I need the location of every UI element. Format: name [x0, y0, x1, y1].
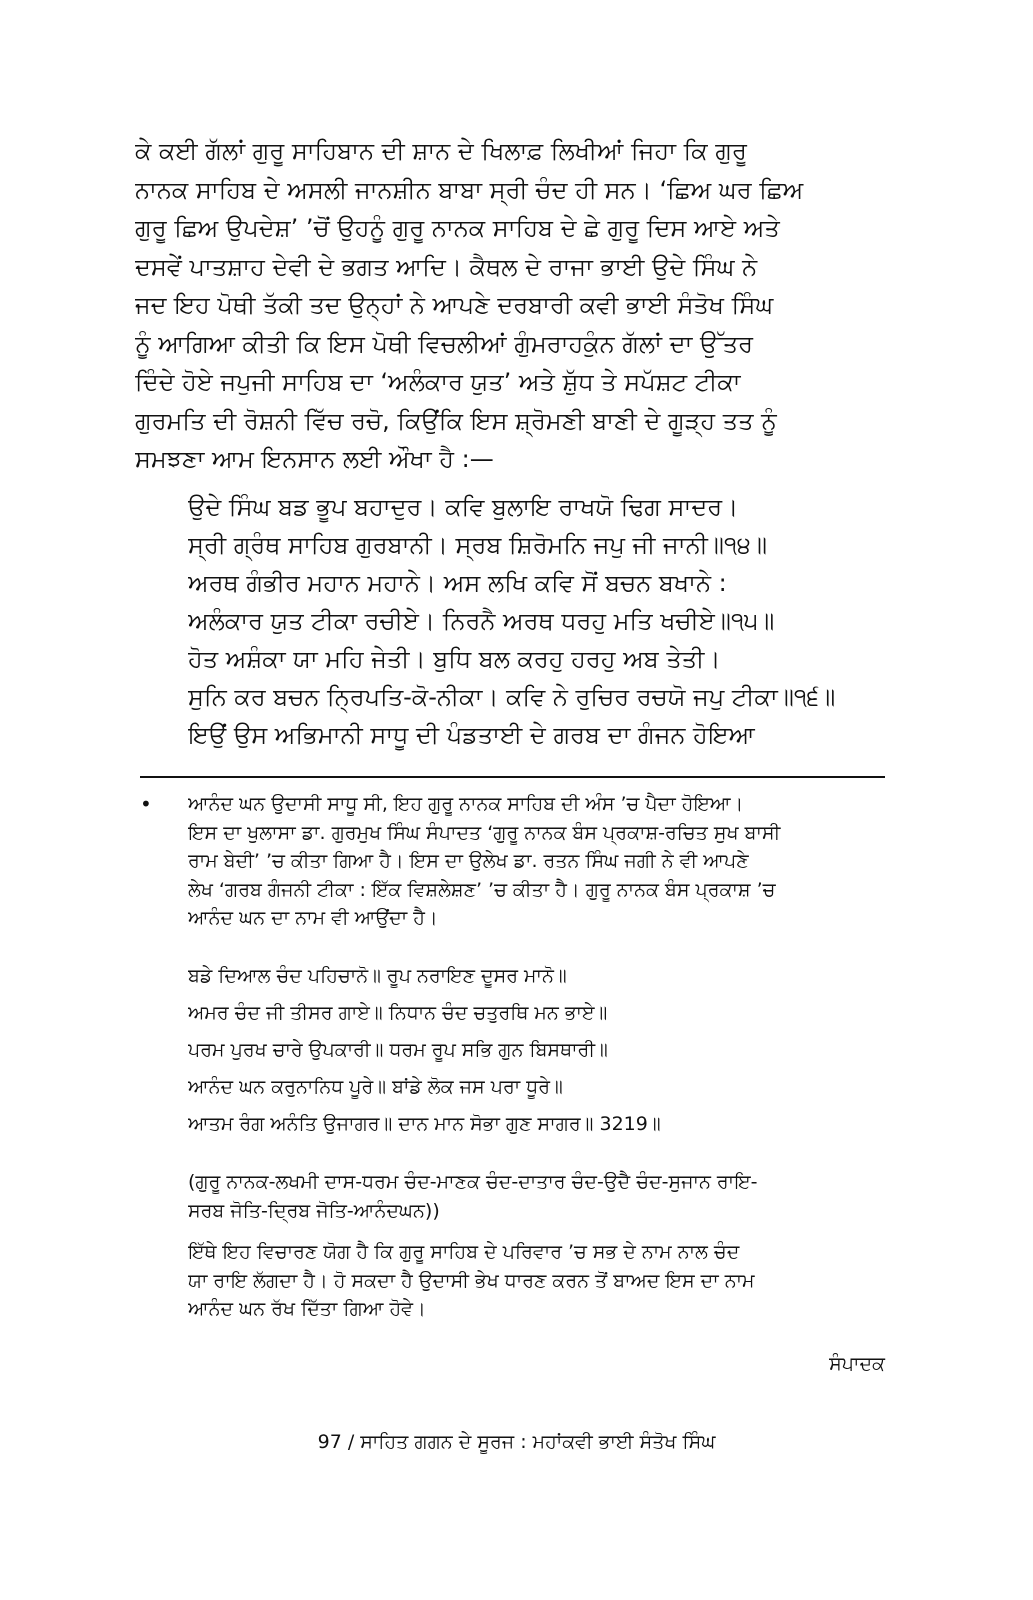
footnote-verse-line: ਅਮਰ ਚੰਦ ਜੀ ਤੀਸਰ ਗਾਏ॥ ਨਿਧਾਨ ਚੰਦ ਚਤੁਰਥਿ ਮਨ ਭਾਏ॥	[188, 1002, 608, 1024]
editor-signature: ਸੰਪਾਦਕ	[829, 1353, 885, 1375]
footnote-verse-line: ਆਨੰਦ ਘਨ ਕਰੁਨਾਨਿਧ ਪੂਰੇ॥ ਬਾਂਡੇ ਲੋਕ ਜਸ ਪਰਾ ਧੂਰੇ॥	[188, 1076, 563, 1098]
footnote-line: ਇਸ ਦਾ ਖੁਲਾਸਾ ਡਾ. ਗੁਰਮੁਖ ਸਿੰਘ ਸੰਪਾਦਤ ‘ਗੁਰੂ ਨਾਨਕ ਬੰਸ ਪ੍ਰਕਾਸ਼-ਰਚਿਤ ਸੁਖ ਬਾਸੀ	[188, 821, 781, 844]
verse-line: ਹੋਤ ਅਸ਼ੰਕਾ ਯਾ ਮਹਿ ਜੇਤੀ। ਬੁਧਿ ਬਲ ਕਰਹੁ ਹਰਹੁ ਅਬ ਤੇਤੀ।	[188, 645, 721, 673]
verse-line: ਅਰਥ ਗੰਭੀਰ ਮਹਾਨ ਮਹਾਨੇ। ਅਸ ਲਖਿ ਕਵਿ ਸੋਂ ਬਚਨ ਬਖਾਨੇ :	[188, 569, 727, 597]
verse-block	[188, 488, 888, 754]
footnote-line: ਸਰਬ ਜੋਤਿ-ਦ੍ਰਿਬ ਜੋਤਿ-ਆਨੰਦਘਨ))	[188, 1199, 440, 1222]
body-line: ਦਸਵੇਂ ਪਾਤਸ਼ਾਹ ਦੇਵੀ ਦੇ ਭਗਤ ਆਦਿ। ਕੈਥਲ ਦੇ ਰਾਜਾ ਭਾਈ ਉਦੇ ਸਿੰਘ ਨੇ	[135, 252, 758, 281]
body-line: ਗੁਰਮਤਿ ਦੀ ਰੋਸ਼ਨੀ ਵਿੱਚ ਰਚੋ, ਕਿਉਂਕਿ ਇਸ ਸ਼੍ਰੋਮਣੀ ਬਾਣੀ ਦੇ ਗੂੜ੍ਹ ਤਤ ਨੂੰ	[135, 406, 777, 435]
body-line: ਨੂੰ ਆਗਿਆ ਕੀਤੀ ਕਿ ਇਸ ਪੋਥੀ ਵਿਚਲੀਆਂ ਗੁੰਮਰਾਹਕੁੰਨ ਗੱਲਾਂ ਦਾ ਉੱਤਰ	[135, 329, 753, 358]
footnote-lineage	[188, 1168, 888, 1225]
verse-line: ਇਉਂ ਉਸ ਅਭਿਮਾਨੀ ਸਾਧੂ ਦੀ ਪੰਡਤਾਈ ਦੇ ਗਰਬ ਦਾ ਗੰਜਨ ਹੋਇਆ	[188, 721, 755, 749]
footnote-line: ਲੇਖ ‘ਗਰਬ ਗੰਜਨੀ ਟੀਕਾ : ਇੱਕ ਵਿਸ਼ਲੇਸ਼ਣ’ ’ਚ ਕੀਤਾ ਹੈ। ਗੁਰੂ ਨਾਨਕ ਬੰਸ ਪ੍ਰਕਾਸ਼ ’ਚ	[188, 878, 776, 901]
footnote-verse-line: ਆਤਮ ਰੰਗ ਅਨੰਤਿ ਉਜਾਗਰ॥ ਦਾਨ ਮਾਨ ਸੋਭਾ ਗੁਣ ਸਾਗਰ॥ 3219॥	[188, 1113, 661, 1135]
footnote-line: ਯਾ ਰਾਇ ਲੱਗਦਾ ਹੈ। ਹੋ ਸਕਦਾ ਹੈ ਉਦਾਸੀ ਭੇਖ ਧਾਰਣ ਕਰਨ ਤੋਂ ਬਾਅਦ ਇਸ ਦਾ ਨਾਮ	[188, 1269, 755, 1292]
footnote-line: ਰਾਮ ਬੇਦੀ’ ’ਚ ਕੀਤਾ ਗਿਆ ਹੈ। ਇਸ ਦਾ ਉਲੇਖ ਡਾ. ਰਤਨ ਸਿੰਘ ਜਗੀ ਨੇ ਵੀ ਆਪਣੇ	[188, 850, 749, 872]
footnote-bullet: •	[140, 792, 152, 816]
body-paragraph	[135, 132, 885, 479]
body-line: ਨਾਨਕ ਸਾਹਿਬ ਦੇ ਅਸਲੀ ਜਾਨਸ਼ੀਨ ਬਾਬਾ ਸ੍ਰੀ ਚੰਦ ਹੀ ਸਨ। ‘ਛਿਅ ਘਰ ਛਿਅ	[135, 175, 804, 204]
body-line: ਕੇ ਕਈ ਗੱਲਾਂ ਗੁਰੂ ਸਾਹਿਬਾਨ ਦੀ ਸ਼ਾਨ ਦੇ ਖਿਲਾਫ਼ ਲਿਖੀਆਂ ਜਿਹਾ ਕਿ ਗੁਰੂ	[135, 137, 747, 165]
footnote-line: ਆਨੰਦ ਘਨ ਦਾ ਨਾਮ ਵੀ ਆਉਂਦਾ ਹੈ।	[188, 907, 438, 929]
verse-line: ਅਲੰਕਾਰ ਯੁਤ ਟੀਕਾ ਰਚੀਏ। ਨਿਰਨੈ ਅਰਥ ਧਰਹੁ ਮਤਿ ਖਚੀਏ॥੧੫॥	[188, 607, 775, 635]
body-line: ਗੁਰੂ ਛਿਅ ਉਪਦੇਸ਼’ ’ਚੋਂ ਉਹਨੂੰ ਗੁਰੂ ਨਾਨਕ ਸਾਹਿਬ ਦੇ ਛੇ ਗੁਰੂ ਦਿਸ ਆਏ ਅਤੇ	[135, 214, 780, 242]
footnote-paragraph	[188, 1238, 888, 1324]
footnote-verse-line: ਪਰਮ ਪੁਰਖ ਚਾਰੇ ਉਪਕਾਰੀ॥ ਧਰਮ ਰੂਪ ਸਭਿ ਗੁਨ ਬਿਸਥਾਰੀ॥	[188, 1039, 608, 1061]
body-line: ਦਿੰਦੇ ਹੋਏ ਜਪੁਜੀ ਸਾਹਿਬ ਦਾ ‘ਅਲੰਕਾਰ ਯੁਤ’ ਅਤੇ ਸ਼ੁੱਧ ਤੇ ਸਪੱਸ਼ਟ ਟੀਕਾ	[135, 368, 741, 396]
footnote-verse	[188, 958, 888, 1143]
verse-line: ਉਦੇ ਸਿੰਘ ਬਡ ਭੂਪ ਬਹਾਦੁਰ। ਕਵਿ ਬੁਲਾਇ ਰਾਖਯੋ ਢਿਗ ਸਾਦਰ।	[188, 493, 739, 521]
footnote-line: ਆਨੰਦ ਘਨ ਉਦਾਸੀ ਸਾਧੂ ਸੀ, ਇਹ ਗੁਰੂ ਨਾਨਕ ਸਾਹਿਬ ਦੀ ਅੰਸ ’ਚ ਪੈਦਾ ਹੋਇਆ।	[188, 793, 744, 815]
body-line: ਜਦ ਇਹ ਪੋਥੀ ਤੱਕੀ ਤਦ ਉਨ੍ਹਾਂ ਨੇ ਆਪਣੇ ਦਰਬਾਰੀ ਕਵੀ ਭਾਈ ਸੰਤੋਖ ਸਿੰਘ	[135, 291, 774, 319]
footnote-divider	[140, 776, 885, 778]
footnote-line: ਆਨੰਦ ਘਨ ਰੱਖ ਦਿੱਤਾ ਗਿਆ ਹੋਵੇ।	[188, 1298, 426, 1320]
footnote-line: ਇੱਥੇ ਇਹ ਵਿਚਾਰਣ ਯੋਗ ਹੈ ਕਿ ਗੁਰੂ ਸਾਹਿਬ ਦੇ ਪਰਿਵਾਰ ’ਚ ਸਭ ਦੇ ਨਾਮ ਨਾਲ ਚੰਦ	[188, 1241, 740, 1263]
body-line: ਸਮਝਣਾ ਆਮ ਇਨਸਾਨ ਲਈ ਔਖਾ ਹੈ :—	[135, 445, 494, 473]
footnote-verse-line: ਬਡੇ ਦਿਆਲ ਚੰਦ ਪਹਿਚਾਨੋ॥ ਰੂਪ ਨਰਾਇਣ ਦੂਸਰ ਮਾਨੋ॥	[188, 965, 567, 987]
verse-line: ਸੁਨਿ ਕਰ ਬਚਨ ਨ੍ਰਿਪਤਿ-ਕੋ-ਨੀਕਾ। ਕਵਿ ਨੇ ਰੁਚਿਰ ਰਚਯੋ ਜਪੁ ਟੀਕਾ॥੧੬॥	[188, 683, 836, 711]
verse-line: ਸ੍ਰੀ ਗ੍ਰੰਥ ਸਾਹਿਬ ਗੁਰਬਾਨੀ। ਸ੍ਰਬ ਸ਼ਿਰੋਮਨਿ ਜਪੁ ਜੀ ਜਾਨੀ॥੧੪॥	[188, 531, 767, 559]
page-footer: 97 / ਸਾਹਿਤ ਗਗਨ ਦੇ ਸੂਰਜ : ਮਹਾਂਕਵੀ ਭਾਈ ਸੰਤੋਖ ਸਿੰਘ	[317, 1431, 716, 1453]
footnote-line: (ਗੁਰੂ ਨਾਨਕ-ਲਖਮੀ ਦਾਸ-ਧਰਮ ਚੰਦ-ਮਾਣਕ ਚੰਦ-ਦਾਤਾਰ ਚੰਦ-ਉਦੈ ਚੰਦ-ਸੁਜਾਨ ਰਾਇ-	[188, 1171, 758, 1193]
footnote-paragraph	[188, 790, 888, 933]
